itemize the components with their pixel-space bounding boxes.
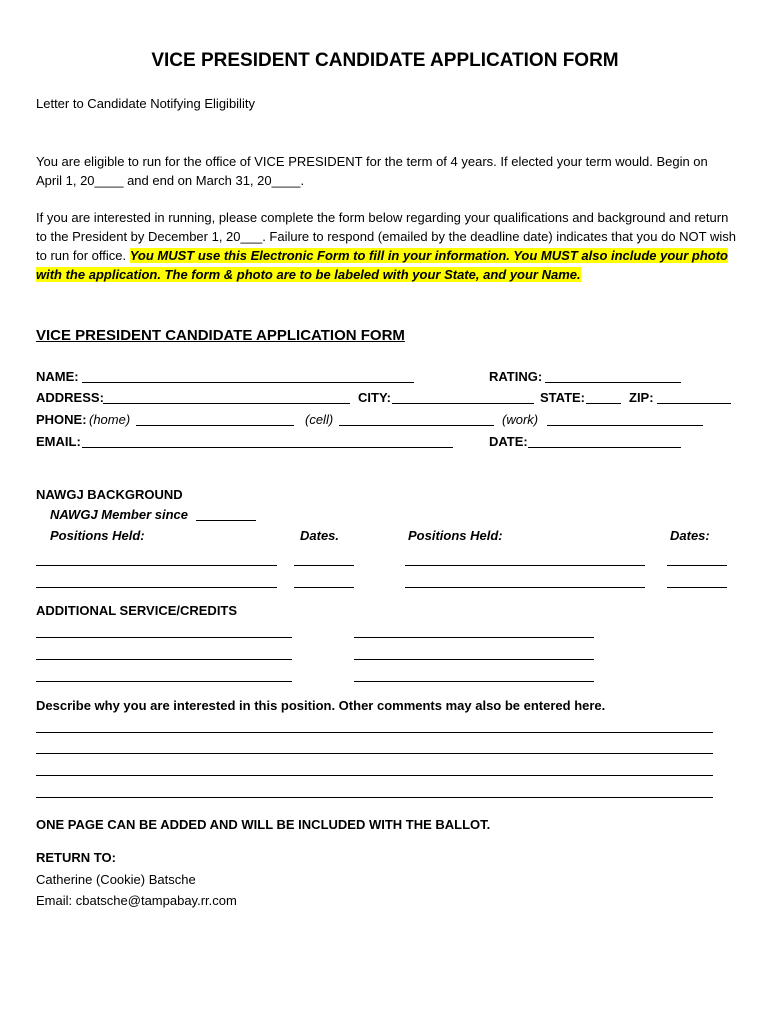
- rating-field[interactable]: [545, 382, 681, 383]
- position-field[interactable]: [36, 565, 277, 566]
- background-heading: NAWGJ BACKGROUND: [36, 487, 183, 502]
- zip-label: ZIP:: [629, 390, 654, 405]
- comments-line[interactable]: [36, 753, 713, 754]
- rating-label: RATING:: [489, 369, 543, 384]
- form-heading: VICE PRESIDENT CANDIDATE APPLICATION FORM: [36, 327, 405, 344]
- name-field[interactable]: [82, 382, 414, 383]
- service-field[interactable]: [354, 637, 594, 638]
- name-label: NAME:: [36, 369, 79, 384]
- date-label: DATE:: [489, 434, 528, 449]
- instructions-text: If you are interested in running, please complete the form below regarding your qualifications and background and return to the President by December 1, 20___. Failure to respond (emailed by the deadline date) indicates that you do NOT wish to run for office.: [36, 210, 736, 263]
- return-email: Email: cbatsche@tampabay.rr.com: [36, 893, 237, 908]
- service-field[interactable]: [354, 681, 594, 682]
- subtitle: Letter to Candidate Notifying Eligibility: [36, 96, 255, 111]
- member-since-field[interactable]: [196, 520, 256, 521]
- additional-heading: ADDITIONAL SERVICE/CREDITS: [36, 603, 238, 618]
- comments-line[interactable]: [36, 797, 713, 798]
- positions-held-label-1: Positions Held:: [50, 528, 145, 543]
- email-label: EMAIL:: [36, 434, 81, 449]
- service-field[interactable]: [36, 659, 292, 660]
- state-field[interactable]: [586, 403, 621, 404]
- phone-label: PHONE:: [36, 412, 87, 427]
- positions-held-label-2: Positions Held:: [408, 528, 503, 543]
- cell-phone-field[interactable]: [339, 425, 494, 426]
- zip-field[interactable]: [657, 403, 731, 404]
- dates-label-1: Dates.: [300, 528, 340, 543]
- work-label: (work): [502, 412, 539, 427]
- dates-field[interactable]: [294, 565, 354, 566]
- address-label: ADDRESS:: [36, 390, 104, 405]
- describe-heading: Describe why you are interested in this position. Other comments may also be entered here.: [36, 698, 606, 713]
- work-phone-field[interactable]: [547, 425, 703, 426]
- home-phone-field[interactable]: [136, 425, 294, 426]
- dates-label-2: Dates:: [670, 528, 710, 543]
- home-label: (home): [89, 412, 131, 427]
- dates-field[interactable]: [294, 587, 354, 588]
- position-field[interactable]: [36, 587, 277, 588]
- comments-line[interactable]: [36, 775, 713, 776]
- instructions-paragraph: [36, 208, 736, 284]
- service-field[interactable]: [354, 659, 594, 660]
- eligibility-paragraph: You are eligible to run for the office of VICE PRESIDENT for the term of 4 years. If elected your term would. Begin on April 1, 20____ and end on March 31, 20____.: [36, 154, 708, 188]
- page-title: VICE PRESIDENT CANDIDATE APPLICATION FORM: [151, 50, 619, 71]
- service-field[interactable]: [36, 681, 292, 682]
- cell-label: (cell): [305, 412, 334, 427]
- return-to-label: RETURN TO:: [36, 850, 116, 865]
- dates-field[interactable]: [667, 587, 727, 588]
- email-field[interactable]: [82, 447, 453, 448]
- dates-field[interactable]: [667, 565, 727, 566]
- city-label: CITY:: [358, 390, 391, 405]
- position-field[interactable]: [405, 565, 645, 566]
- service-field[interactable]: [36, 637, 292, 638]
- state-label: STATE:: [540, 390, 586, 405]
- return-name: Catherine (Cookie) Batsche: [36, 872, 196, 887]
- date-field[interactable]: [528, 447, 681, 448]
- city-field[interactable]: [392, 403, 534, 404]
- instructions-highlight: You MUST use this Electronic Form to fill in your information. You MUST also include your photo with the application. The form & photo are to be labeled with your State, and your Name.: [36, 248, 728, 282]
- position-field[interactable]: [405, 587, 645, 588]
- one-page-note: ONE PAGE CAN BE ADDED AND WILL BE INCLUDED WITH THE BALLOT.: [36, 817, 491, 832]
- comments-line[interactable]: [36, 732, 713, 733]
- address-field[interactable]: [103, 403, 350, 404]
- member-since-label: NAWGJ Member since: [50, 507, 188, 522]
